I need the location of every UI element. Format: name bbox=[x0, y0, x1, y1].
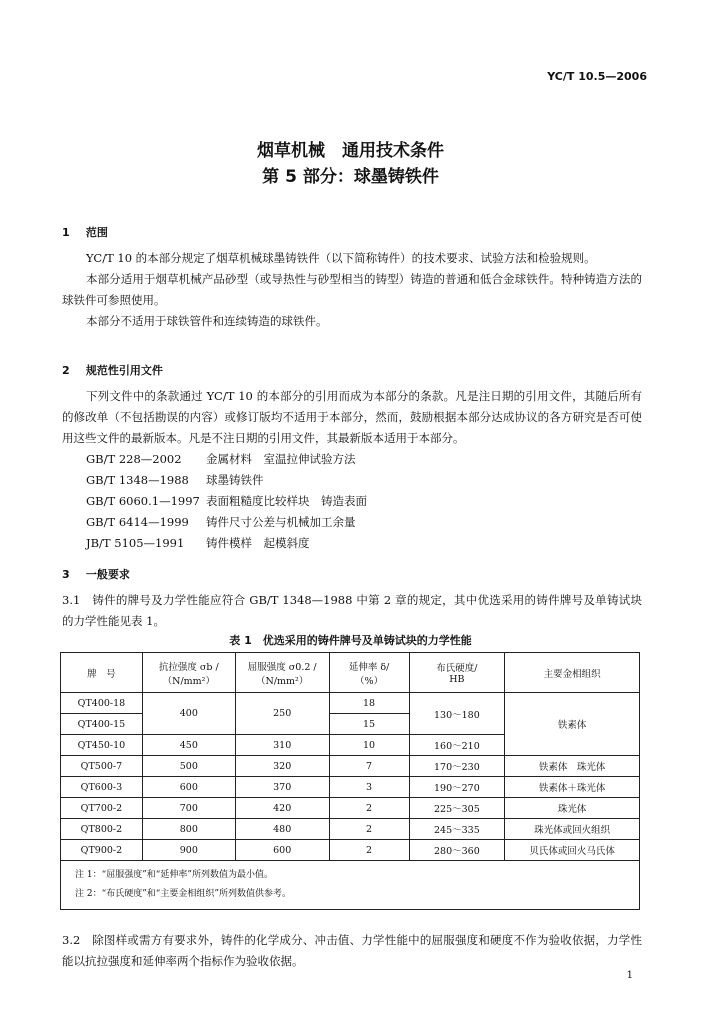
table-cell: 铁素体 bbox=[505, 693, 640, 756]
reference-title: 球墨铸铁件 bbox=[206, 473, 264, 487]
page-number: 1 bbox=[626, 970, 633, 981]
reference-code: GB/T 228—2002 bbox=[86, 452, 182, 466]
reference-title: 金属材料 室温拉伸试验方法 bbox=[206, 452, 356, 466]
table-cell: 600 bbox=[142, 777, 235, 798]
table-row bbox=[61, 693, 640, 714]
table-header-row bbox=[61, 653, 640, 693]
reference-title: 铸件尺寸公差与机械加工余量 bbox=[206, 515, 356, 529]
table-cell: 铁素体 珠光体 bbox=[505, 756, 640, 777]
table-cell: QT400-15 bbox=[61, 714, 143, 735]
section-number: 1 bbox=[62, 226, 70, 239]
table-cell: 2 bbox=[329, 819, 409, 840]
document-title-line2: 第 5 部分：球墨铸铁件 bbox=[262, 167, 439, 187]
reference-item bbox=[86, 533, 367, 554]
reference-item bbox=[86, 449, 367, 470]
table-cell: 310 bbox=[235, 735, 329, 756]
header-structure: 主要金相组织 bbox=[505, 653, 640, 693]
table-cell: QT900-2 bbox=[61, 840, 143, 861]
table-cell: 245～335 bbox=[409, 819, 505, 840]
table-cell: 450 bbox=[142, 735, 235, 756]
table-cell: 190～270 bbox=[409, 777, 505, 798]
table-cell: QT450-10 bbox=[61, 735, 143, 756]
table-cell: 800 bbox=[142, 819, 235, 840]
table-cell: 280～360 bbox=[409, 840, 505, 861]
table-cell: 320 bbox=[235, 756, 329, 777]
table-cell: 900 bbox=[142, 840, 235, 861]
section-2-body bbox=[62, 386, 642, 449]
table-cell: 7 bbox=[329, 756, 409, 777]
table-cell: 400 bbox=[142, 693, 235, 735]
paragraph: YC/T 10 的本部分规定了烟草机械球墨铸铁件（以下简称铸件）的技术要求、试验方法和检验规则。 bbox=[86, 251, 596, 265]
paragraph: 本部分不适用于球铁管件和连续铸造的球铁件。 bbox=[86, 314, 328, 328]
table-cell: 250 bbox=[235, 693, 329, 735]
table-cell: QT500-7 bbox=[61, 756, 143, 777]
header-elongation: 延伸率 δ/ （%） bbox=[329, 653, 409, 693]
table-cell: 700 bbox=[142, 798, 235, 819]
header-tensile: 抗拉强度 σb / （N/mm²） bbox=[142, 653, 235, 693]
reference-title: 铸件模样 起模斜度 bbox=[206, 536, 310, 550]
section-3-heading bbox=[62, 566, 130, 582]
table-cell: QT400-18 bbox=[61, 693, 143, 714]
section-number: 2 bbox=[62, 364, 70, 377]
reference-item bbox=[86, 470, 367, 491]
table-row bbox=[61, 819, 640, 840]
reference-code: JB/T 5105—1991 bbox=[86, 536, 185, 550]
table-cell: 3 bbox=[329, 777, 409, 798]
table-cell: 铁素体＋珠光体 bbox=[505, 777, 640, 798]
table-cell: 10 bbox=[329, 735, 409, 756]
table-row bbox=[61, 777, 640, 798]
table-cell: 420 bbox=[235, 798, 329, 819]
table-cell: 160～210 bbox=[409, 735, 505, 756]
table-row bbox=[61, 756, 640, 777]
table-notes bbox=[61, 861, 640, 910]
table-cell: 珠光体 bbox=[505, 798, 640, 819]
reference-code: GB/T 6414—1999 bbox=[86, 515, 189, 529]
clause-3-1 bbox=[62, 590, 642, 632]
table-cell: 500 bbox=[142, 756, 235, 777]
section-number: 3 bbox=[62, 568, 70, 581]
table-cell: 18 bbox=[329, 693, 409, 714]
table-caption: 表 1 优选采用的铸件牌号及单铸试块的力学性能 bbox=[229, 634, 472, 647]
reference-item bbox=[86, 512, 367, 533]
table-notes-row bbox=[61, 861, 640, 910]
section-title: 一般要求 bbox=[85, 568, 130, 581]
paragraph: 3.1 铸件的牌号及力学性能应符合 GB/T 1348—1988 中第 2 章的规定，其中优选采用的铸件牌号及单铸试块的力学性能见表 1。 bbox=[62, 593, 642, 628]
reference-title: 表面粗糙度比较样块 铸造表面 bbox=[206, 494, 367, 508]
header-yield: 屈服强度 σ0.2 / （N/mm²） bbox=[235, 653, 329, 693]
mechanical-properties-table bbox=[60, 652, 640, 910]
section-title: 规范性引用文件 bbox=[85, 364, 163, 377]
table-cell: 480 bbox=[235, 819, 329, 840]
table-row bbox=[61, 798, 640, 819]
reference-item bbox=[86, 491, 367, 512]
table-cell: QT600-3 bbox=[61, 777, 143, 798]
header-grade: 牌 号 bbox=[61, 653, 143, 693]
section-title: 范围 bbox=[85, 226, 108, 239]
table-cell: 2 bbox=[329, 840, 409, 861]
table-cell: 130～180 bbox=[409, 693, 505, 735]
table-note-2: 注 2：“布氏硬度”和“主要金相组织”所列数值供参考。 bbox=[75, 889, 291, 899]
table-row bbox=[61, 840, 640, 861]
table-cell: QT700-2 bbox=[61, 798, 143, 819]
reference-list bbox=[86, 449, 367, 554]
paragraph: 下列文件中的条款通过 YC/T 10 的本部分的引用而成为本部分的条款。凡是注日期的引用文件，其随后所有的修改单（不包括勘误的内容）或修订版均不适用于本部分，然而，鼓励根据本部分达成协议的各方研究是否可使用这些文件的最新版本。凡是不注日期的引用文件，其最新版本适用于本部分。 bbox=[62, 389, 642, 445]
table-cell: 225～305 bbox=[409, 798, 505, 819]
paragraph: 3.2 除图样或需方有要求外，铸件的化学成分、冲击值、力学性能中的屈服强度和硬度不作为验收依据，力学性能以抗拉强度和延伸率两个指标作为验收依据。 bbox=[62, 933, 642, 968]
table-note-1: 注 1：“屈服强度”和“延伸率”所列数值为最小值。 bbox=[75, 870, 273, 880]
section-1-body bbox=[62, 248, 642, 332]
table-cell: 珠光体或回火组织 bbox=[505, 819, 640, 840]
reference-code: GB/T 6060.1—1997 bbox=[86, 494, 200, 508]
standard-code: YC/T 10.5—2006 bbox=[547, 70, 647, 83]
section-1-heading bbox=[62, 224, 108, 240]
table-cell: 2 bbox=[329, 798, 409, 819]
paragraph: 本部分适用于烟草机械产品砂型（或导热性与砂型相当的铸型）铸造的普通和低合金球铁件。特种铸造方法的球铁件可参照使用。 bbox=[62, 272, 642, 307]
reference-code: GB/T 1348—1988 bbox=[86, 473, 189, 487]
document-title-line1: 烟草机械 通用技术条件 bbox=[257, 141, 444, 161]
table-cell: 370 bbox=[235, 777, 329, 798]
table-cell: 600 bbox=[235, 840, 329, 861]
table-cell: 170～230 bbox=[409, 756, 505, 777]
header-hardness: 布氏硬度/ HB bbox=[409, 653, 505, 693]
table-cell: 15 bbox=[329, 714, 409, 735]
clause-3-2 bbox=[62, 930, 642, 972]
table-cell: 贝氏体或回火马氏体 bbox=[505, 840, 640, 861]
section-2-heading bbox=[62, 362, 163, 378]
table-cell: QT800-2 bbox=[61, 819, 143, 840]
